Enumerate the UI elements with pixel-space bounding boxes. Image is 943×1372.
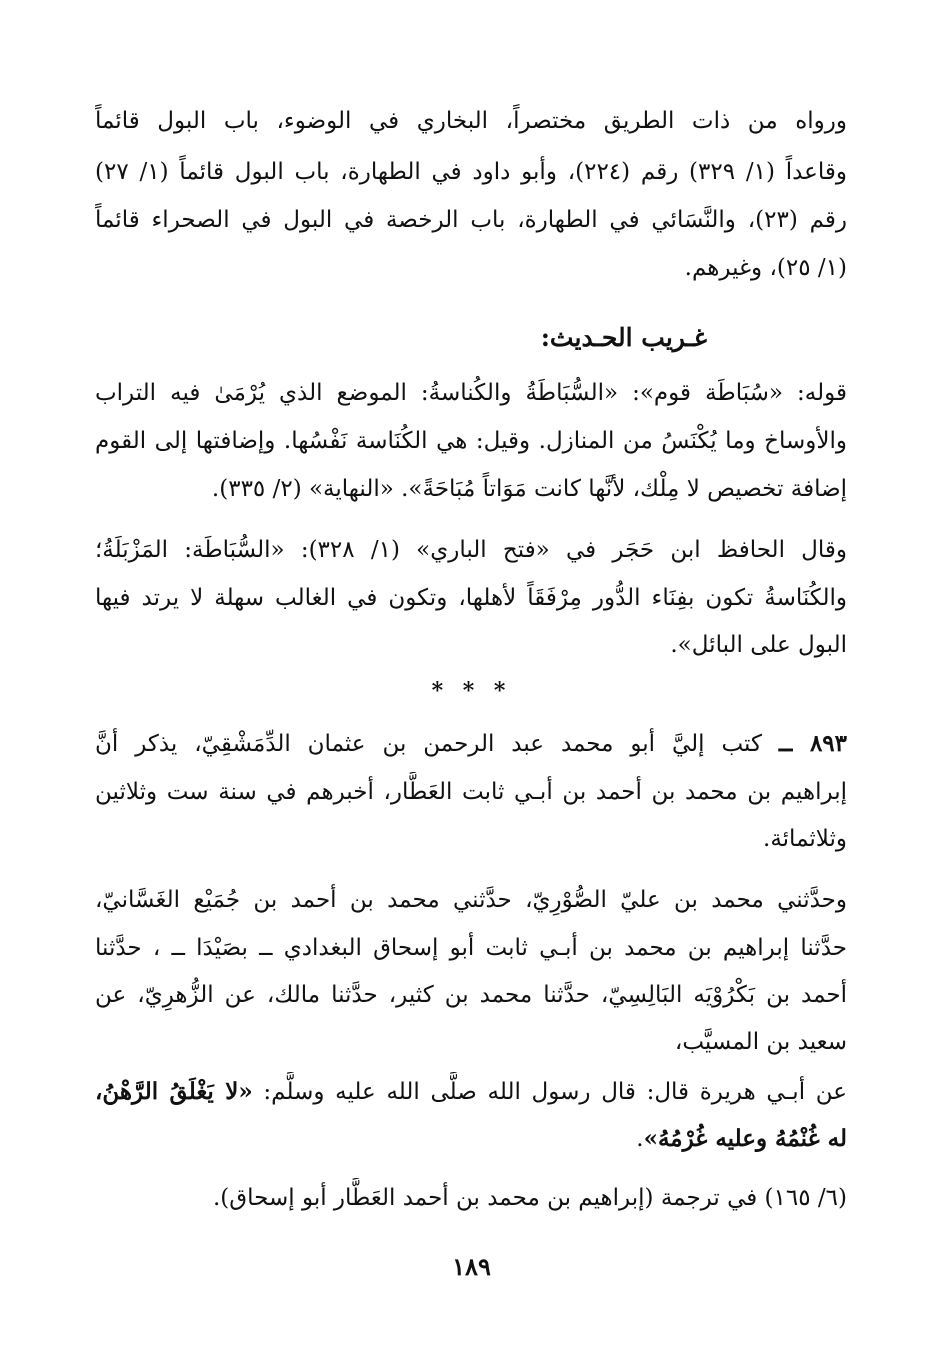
- paragraph-6-line-2: [636, 1119, 847, 1159]
- hadith-end-punctuation: .: [636, 1126, 644, 1152]
- hadith-intro: عن أبـي هريرة قال: قال رسول الله صلَّى الله عليه وسلَّم:: [263, 1079, 847, 1105]
- paragraph-1-line-3: رقم (٢٣)، والنَّسَائي في الطهارة، باب الرخصة في البول في الصحراء قائماً: [95, 207, 847, 233]
- paragraph-1-line-1: ورواه من ذات الطريق مختصراً، البخاري في الوضوء، باب البول قائماً: [95, 108, 847, 134]
- paragraph-2-line-1: قوله: «سُبَاطَة قوم»: «السُّبَاطَةُ والكُناسةُ: الموضع الذي يُرْمَىٰ فيه التراب: [95, 380, 847, 406]
- paragraph-3-line-3: البول على البائل».: [670, 632, 847, 658]
- paragraph-5-line-1: وحدَّثني محمد بن عليّ الصُّوْرِيّ، حدَّثني محمد بن أحمد بن جُمَيْع الغَسَّانيّ،: [95, 887, 847, 913]
- hadith-text-end: له غُنْمُهُ وعليه غُرْمُهُ»: [643, 1125, 847, 1152]
- hadith-text-start: «لا يَغْلَقُ الرَّهْنُ،: [95, 1078, 253, 1105]
- paragraph-3-line-1: وقال الحافظ ابن حَجَر في «فتح الباري» (١/ ٣٢٨): «السُّبَاطَة: المَزْبَلَةُ؛: [95, 537, 847, 563]
- paragraph-5-line-4: سعيد بن المسيَّب،: [674, 1029, 847, 1055]
- paragraph-5-line-3: أحمد بن بَكْرُوْيَه البَالِسِيّ، حدَّثنا محمد بن كثير، حدَّثنا مالك، عن الزُّهرِيّ، عن: [95, 982, 847, 1008]
- paragraph-5-line-2: حدَّثنا إبراهيم بن محمد بن أبـي ثابت أبو إسحاق البغدادي ــ بصَيْدَا ــ ، حدَّثنا: [95, 935, 847, 961]
- entry-number: ٨٩٣ ــ: [778, 730, 847, 757]
- paragraph-2-line-2: والأوساخ وما يُكْنَسُ من المنازل. وقيل: هي الكُنَاسة نَفْسُها. وإضافتها إلى القوم: [95, 428, 847, 454]
- paragraph-7-line-1: (٦/ ١٦٥) في ترجمة (إبراهيم بن محمد بن أحمد العَطَّار أبو إسحاق).: [212, 1185, 847, 1211]
- section-separator: * * *: [431, 678, 512, 704]
- page-number: ١٨٩: [452, 1252, 491, 1281]
- paragraph-1-line-4: (١/ ٢٥)، وغيرهم.: [684, 255, 847, 281]
- paragraph-3-line-2: والكُنَاسةُ تكون بفِنَاء الدُّور مِرْفَقَاً لأهلها، وتكون في الغالب سهلة لا يرتد فيها: [95, 585, 847, 611]
- paragraph-4-line-1-text: كتب إليَّ أبو محمد عبد الرحمن بن عثمان الدِّمَشْقِيّ، يذكر أنَّ: [95, 731, 762, 757]
- paragraph-1-line-2: وقاعداً (١/ ٣٢٩) رقم (٢٢٤)، وأبو داود في الطهارة، باب البول قائماً (١/ ٢٧): [95, 159, 847, 185]
- section-heading: غـريب الحـديث:: [540, 323, 707, 352]
- paragraph-2-line-3: إضافة تخصيص لا مِلْك، لأنَّها كانت مَوَاتاً مُبَاحَةً». «النهاية» (٢/ ٣٣٥).: [211, 476, 847, 502]
- paragraph-6-line-1: [95, 1072, 847, 1112]
- paragraph-4-line-3: وثلاثمائة.: [763, 826, 847, 852]
- paragraph-4-line-2: إبراهيم بن محمد بن أحمد بن أبـي ثابت العَطَّار، أخبرهم في سنة ست وثلاثين: [95, 779, 847, 805]
- paragraph-4-line-1: [95, 724, 847, 764]
